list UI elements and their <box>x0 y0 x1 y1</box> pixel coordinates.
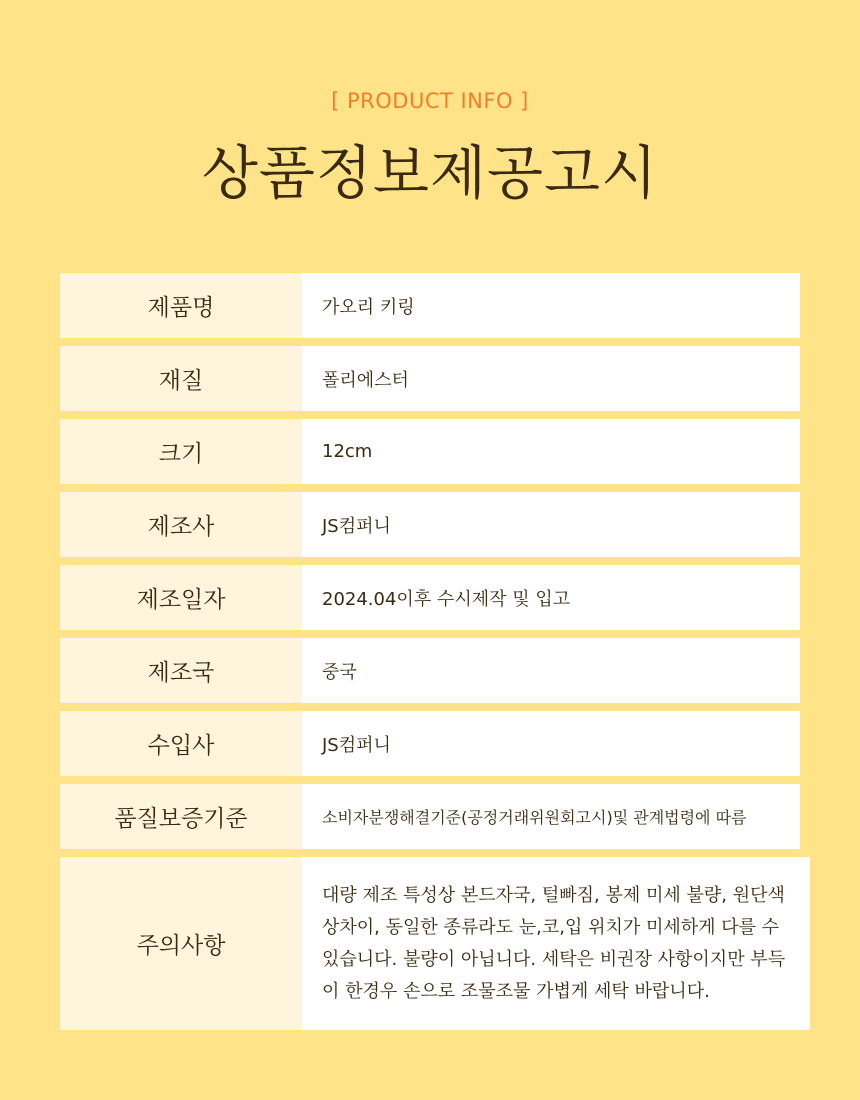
row-value: 가오리 키링 <box>302 273 800 338</box>
table-row-product-name <box>60 273 800 338</box>
page-title: 상품정보제공고시 <box>201 139 659 207</box>
row-value: 중국 <box>302 638 800 703</box>
row-label: 주의사항 <box>60 857 302 1030</box>
row-label: 제조일자 <box>60 565 302 630</box>
row-value: 소비자분쟁해결기준(공정거래위원회고시)및 관계법령에 따름 <box>302 784 800 849</box>
table-row-material <box>60 346 800 411</box>
product-info-eyebrow: [ PRODUCT INFO ] <box>331 89 529 113</box>
table-row-manufacturer <box>60 492 800 557</box>
product-info-table <box>60 273 800 1038</box>
row-value: 2024.04이후 수시제작 및 입고 <box>302 565 800 630</box>
row-label: 제조국 <box>60 638 302 703</box>
row-label: 수입사 <box>60 711 302 776</box>
table-row-country <box>60 638 800 703</box>
row-label: 제조사 <box>60 492 302 557</box>
row-value: JS컴퍼니 <box>302 711 800 776</box>
table-row-quality-standard <box>60 784 800 849</box>
table-row-manufacture-date <box>60 565 800 630</box>
row-value: 폴리에스터 <box>302 346 800 411</box>
row-label: 품질보증기준 <box>60 784 302 849</box>
row-label: 재질 <box>60 346 302 411</box>
precautions-text: 대량 제조 특성상 본드자국, 털빠짐, 봉제 미세 불량, 원단색상차이, 동일한 종류라도 눈,코,입 위치가 미세하게 다를 수 있습니다. 불량이 아닙니다. 세탁은 비권장 사항이지만 부득이 한경우 손으로 조물조물 가볍게 세탁 바랍니다. <box>322 884 786 1002</box>
row-label: 크기 <box>60 419 302 484</box>
table-row-precautions <box>60 857 800 1030</box>
row-value: 12cm <box>302 419 800 484</box>
table-row-size <box>60 419 800 484</box>
row-label: 제품명 <box>60 273 302 338</box>
table-row-importer <box>60 711 800 776</box>
row-value-container <box>302 857 810 1030</box>
row-value: JS컴퍼니 <box>302 492 800 557</box>
